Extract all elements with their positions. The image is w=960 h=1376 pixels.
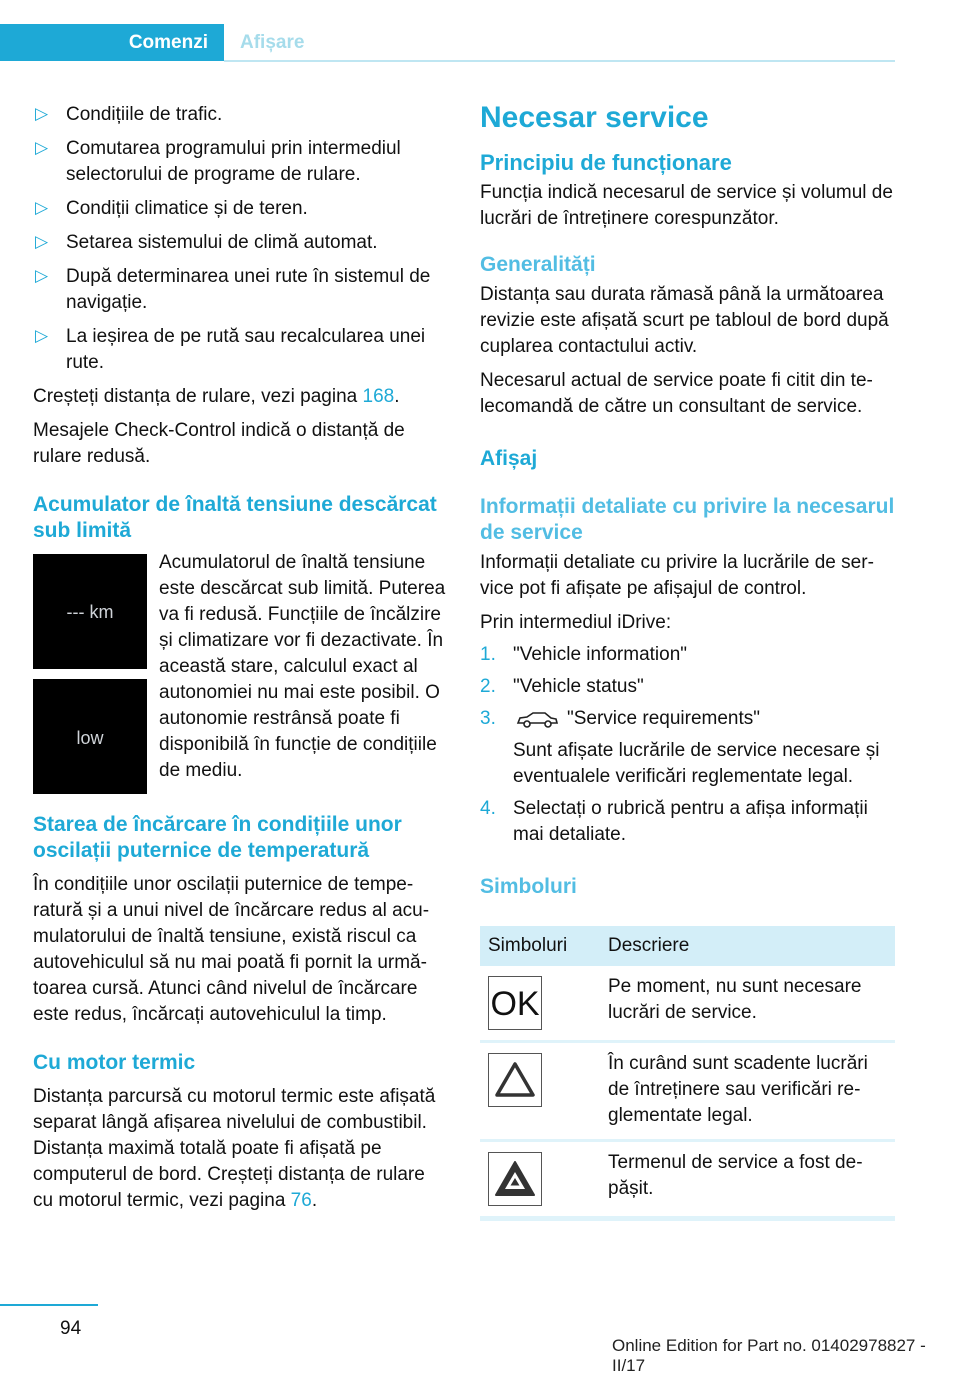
step-item: 1. "Vehicle information" <box>480 644 688 665</box>
list-item: ▷ Condițiile de trafic. <box>33 102 448 128</box>
header-divider <box>224 60 895 62</box>
table-cell: În curând sunt scadente lucrări de întreținere sau verificări reglementate legal. <box>600 1042 895 1141</box>
tab-afisare[interactable]: Afișare <box>240 32 305 53</box>
idrive-steps <box>480 642 896 848</box>
list-item: ▷ Comutarea programului prin intermediul selectorului de programe de rulare. <box>33 136 448 188</box>
symbols-table <box>480 926 895 1221</box>
page-link-76[interactable]: 76 <box>290 1190 312 1211</box>
page-number: 94 <box>60 1318 82 1339</box>
section-title-temperature: Starea de încărcare în condițiile unor oscilații puternice de temperatură <box>33 813 402 862</box>
section-title-symbols: Simboluri <box>480 875 577 898</box>
bullet-triangle-icon: ▷ <box>35 266 49 285</box>
list-item: ▷ Setarea sistemului de climă automat. <box>33 230 448 256</box>
list-item: ▷ La ieșirea de pe rută sau recalcularea unei rute. <box>33 324 448 376</box>
general-paragraph-2: Necesarul actual de service poate fi citit din telecomandă de către un consultant de service. <box>480 370 873 417</box>
section-title-engine: Cu motor termic <box>33 1051 196 1074</box>
section-title-details: Informații detaliate cu privire la necesarul de service <box>480 495 895 544</box>
warning-triangle-filled-icon <box>488 1152 542 1206</box>
table-row <box>480 1042 895 1141</box>
page-number-rule <box>0 1304 98 1306</box>
list-item: ▷ Condiții climatice și de teren. <box>33 196 448 222</box>
engine-paragraph: Distanța parcursă cu motorul termic este afișată separat lângă afișarea nivelului de combustibil. Distanța maximă totală poate fi afișată pe computerul de bord. Creșteți distanța de rulare cu motorul termic, vezi pagina 76. <box>33 1086 436 1211</box>
header-bar <box>0 0 960 62</box>
table-row <box>480 1141 895 1219</box>
bullet-triangle-icon: ▷ <box>35 326 49 345</box>
list-item: ▷ După determinarea unei rute în sistemul de navigație. <box>33 264 448 316</box>
car-service-icon <box>515 710 559 728</box>
section-title-battery: Acumulator de înaltă tensiune descărcat sub limită <box>33 493 437 542</box>
bullet-triangle-icon: ▷ <box>35 198 49 217</box>
condition-list <box>33 102 448 376</box>
display-low-image: low <box>33 679 147 794</box>
edition-footer: Online Edition for Part no. 01402978827 - II/17 <box>612 1336 926 1375</box>
page-title: Necesar service <box>480 101 709 134</box>
increase-range-paragraph: Creșteți distanța de rulare, vezi pagina 168. <box>33 386 400 407</box>
section-title-general: Generalități <box>480 253 596 276</box>
step-item: 3. "Service requirements" Sunt afișate lucrările de service necesare și eventualele verificări reglementate legal. <box>480 706 896 790</box>
page-link-168[interactable]: 168 <box>362 386 395 407</box>
step-item: 4. Selectați o rubrică pentru a afișa informații mai detaliate. <box>480 798 868 845</box>
ok-icon: OK <box>488 976 542 1030</box>
table-header-row <box>480 926 895 966</box>
left-column <box>33 96 448 1214</box>
tab-comenzi[interactable]: Comenzi <box>0 24 224 61</box>
general-paragraph-1: Distanța sau durata rămasă până la următoarea revizie este afișată scurt pe tabloul de bord după cuplarea contactului activ. <box>480 284 889 357</box>
step-item: 2. "Vehicle status" <box>480 676 644 697</box>
idrive-paragraph: Prin intermediul iDrive: <box>480 612 672 633</box>
table-cell: Pe moment, nu sunt necesare lucrări de service. <box>600 966 895 1042</box>
right-column <box>480 96 896 1221</box>
warning-triangle-icon <box>488 1053 542 1107</box>
battery-description: Acumulatorul de înaltă tensiune este descărcat sub limită. Puterea va fi redusă. Funcțiile de încălzire și climatizare vor fi dezactivate. În această stare, calculul exact al autonomiei nu mai este posibil. O autonomie restrânsă poate fi disponibilă în funcție de condițiile de mediu. <box>159 552 446 781</box>
bullet-triangle-icon: ▷ <box>35 138 49 157</box>
checkcontrol-paragraph: Mesajele Check-Control indică o distanță de rulare redusă. <box>33 420 405 467</box>
display-km-image: --- km <box>33 554 147 669</box>
table-cell: Termenul de service a fost depășit. <box>600 1141 895 1219</box>
bullet-triangle-icon: ▷ <box>35 104 49 123</box>
table-row <box>480 966 895 1042</box>
column-header-description: Descriere <box>600 926 895 966</box>
section-title-principle: Principiu de funcționare <box>480 150 732 175</box>
details-paragraph: Informații detaliate cu privire la lucrările de service pot fi afișate pe afișajul de control. <box>480 552 874 599</box>
step-3-detail: Sunt afișate lucrările de service necesare și eventualele verificări reglementate legal. <box>513 740 880 787</box>
temperature-paragraph: În condițiile unor oscilații puternice de temperatură și a unui nivel de încărcare redus al acumulatorului de înaltă tensiune, există riscul ca autovehiculul să nu mai poată fi pornit la următoarea cursă. Atunci când nivelul de încărcare este redus, încărcați autovehiculul la timp. <box>33 874 430 1025</box>
bullet-triangle-icon: ▷ <box>35 232 49 251</box>
principle-paragraph: Funcția indică necesarul de service și volumul de lucrări de întreținere corespunzător. <box>480 182 893 229</box>
battery-section <box>33 554 448 794</box>
section-title-display: Afișaj <box>480 447 538 470</box>
column-header-symbols: Simboluri <box>480 926 600 966</box>
